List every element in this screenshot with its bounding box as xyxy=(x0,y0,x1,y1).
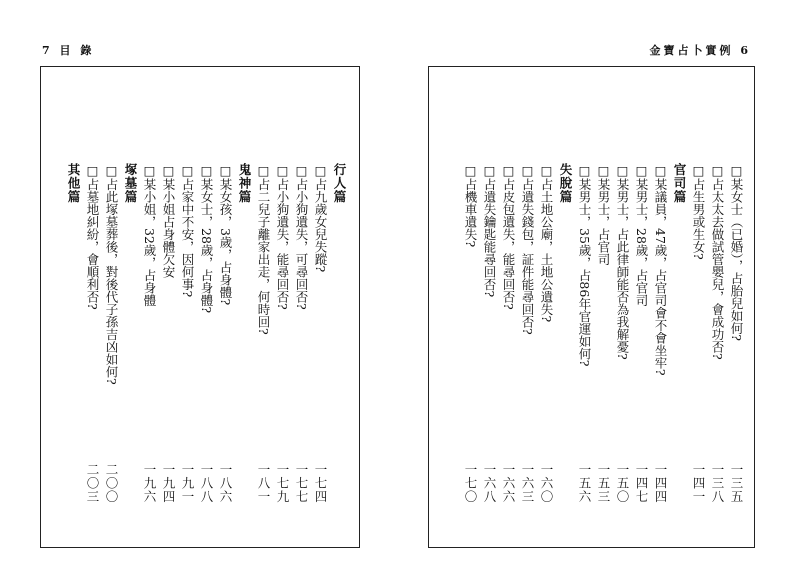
section-heading-text: 塚墓篇 xyxy=(123,163,138,204)
section-heading xyxy=(64,163,83,503)
toc-entry-page-number: 一七七 xyxy=(294,462,309,503)
toc-entry-page-number: 一四一 xyxy=(691,462,706,503)
section-heading-text: 官司篇 xyxy=(672,163,687,204)
page-header-right: 金寶占卜實例 6 xyxy=(649,44,751,57)
toc-entry-title: □占墓地糾紛，會順利否? xyxy=(85,163,100,310)
toc-entry-title: □某小姐占身體欠安 xyxy=(161,163,176,278)
toc-entry-title: □占皮包遺失，能尋回否? xyxy=(501,163,516,310)
toc-entry[interactable] xyxy=(311,163,330,503)
toc-entry-title: □某男士，占此律師能否為我解憂? xyxy=(615,163,630,360)
toc-entry-title: □占遺失錢包，証件能尋回否? xyxy=(520,163,535,335)
toc-entry-page-number: 一七〇 xyxy=(463,462,478,503)
toc-entry[interactable] xyxy=(461,163,480,503)
toc-entry-page-number: 一九六 xyxy=(142,462,157,503)
toc-entry-page-number: 一八六 xyxy=(218,462,233,503)
toc-entry[interactable] xyxy=(254,163,273,503)
toc-entry[interactable] xyxy=(594,163,613,503)
section-heading-text: 其他篇 xyxy=(66,163,81,204)
toc-entry[interactable] xyxy=(651,163,670,503)
section-heading-text: 失脫篇 xyxy=(558,163,573,204)
toc-entry[interactable] xyxy=(537,163,556,503)
toc-entry[interactable] xyxy=(708,163,727,503)
section-heading xyxy=(330,163,349,503)
toc-entry-page-number: 一三五 xyxy=(729,462,744,503)
toc-entry-title: □占太太去做試管嬰兒，會成功否? xyxy=(710,163,725,360)
right-toc xyxy=(461,163,746,503)
toc-entry[interactable] xyxy=(518,163,537,503)
toc-entry[interactable] xyxy=(499,163,518,503)
toc-entry[interactable] xyxy=(575,163,594,503)
toc-entry-page-number: 一七九 xyxy=(275,462,290,503)
toc-entry-page-number: 一五〇 xyxy=(615,462,630,503)
toc-entry-page-number: 一七四 xyxy=(313,462,328,503)
toc-entry-page-number: 一九四 xyxy=(161,462,176,503)
toc-entry-title: □某女士，28歲，占身體? xyxy=(199,163,214,314)
toc-entry-title: □占二兒子離家出走，何時回? xyxy=(256,163,271,335)
toc-entry-page-number: 一六〇 xyxy=(539,462,554,503)
left-page-frame xyxy=(40,66,360,548)
toc-entry-title: □占此塚墓葬後，對後代子孫吉凶如何? xyxy=(104,163,119,385)
toc-entry-title: □占土地公廟，土地公遺失? xyxy=(539,163,554,323)
section-heading xyxy=(235,163,254,503)
section-heading xyxy=(670,163,689,503)
toc-entry-title: □某男士，35歲，占86年官運如何? xyxy=(577,163,592,367)
toc-entry-page-number: 一八八 xyxy=(199,462,214,503)
toc-entry[interactable] xyxy=(83,163,102,503)
toc-entry[interactable] xyxy=(480,163,499,503)
toc-entry-title: □占遺失鑰匙能尋回否? xyxy=(482,163,497,298)
right-page-frame xyxy=(428,66,755,548)
toc-entry-title: □占生男或生女? xyxy=(691,163,706,260)
toc-entry-title: □占家中不安，因何事? xyxy=(180,163,195,298)
toc-entry[interactable] xyxy=(292,163,311,503)
toc-entry[interactable] xyxy=(102,163,121,503)
toc-entry-page-number: 一三八 xyxy=(710,462,725,503)
toc-entry-title: □占九歲女兒失蹤? xyxy=(313,163,328,273)
toc-entry-page-number: 二〇〇 xyxy=(104,462,119,503)
toc-entry-page-number: 一五三 xyxy=(596,462,611,503)
toc-entry-page-number: 二〇三 xyxy=(85,462,100,503)
left-toc xyxy=(64,163,349,503)
toc-entry-title: □某男士，占官司 xyxy=(596,163,611,266)
toc-entry[interactable] xyxy=(159,163,178,503)
toc-entry-title: □占小狗遺失，能尋回否? xyxy=(275,163,290,310)
toc-entry-title: □某女孩，3歲，占身體? xyxy=(218,163,233,306)
toc-entry-page-number: 一六六 xyxy=(501,462,516,503)
toc-entry-page-number: 一五六 xyxy=(577,462,592,503)
toc-entry[interactable] xyxy=(273,163,292,503)
toc-entry-page-number: 一六八 xyxy=(482,462,497,503)
toc-entry-title: □占機車遺失? xyxy=(463,163,478,248)
toc-entry[interactable] xyxy=(178,163,197,503)
page-header-left: 7 目 錄 xyxy=(42,44,95,57)
toc-entry[interactable] xyxy=(689,163,708,503)
section-heading xyxy=(121,163,140,503)
toc-entry-page-number: 一四四 xyxy=(653,462,668,503)
toc-entry[interactable] xyxy=(727,163,746,503)
toc-entry-title: □某男士，28歲，占官司 xyxy=(634,163,649,307)
section-heading-text: 鬼神篇 xyxy=(237,163,252,204)
toc-entry-title: □占小狗遺失，可尋回否? xyxy=(294,163,309,310)
toc-entry[interactable] xyxy=(197,163,216,503)
toc-entry-title: □某女士（已婚），占胎兒如何? xyxy=(729,163,744,341)
toc-entry[interactable] xyxy=(140,163,159,503)
section-heading xyxy=(556,163,575,503)
toc-entry-page-number: 一四七 xyxy=(634,462,649,503)
section-heading-text: 行人篇 xyxy=(332,163,347,204)
toc-entry-title: □某議員，47歲，占官司會不會坐牢? xyxy=(653,163,668,376)
toc-entry[interactable] xyxy=(216,163,235,503)
toc-entry-page-number: 一八一 xyxy=(256,462,271,503)
toc-entry-page-number: 一九一 xyxy=(180,462,195,503)
toc-entry-title: □某小姐，32歲，占身體 xyxy=(142,163,157,307)
toc-entry[interactable] xyxy=(613,163,632,503)
toc-entry[interactable] xyxy=(632,163,651,503)
toc-entry-page-number: 一六三 xyxy=(520,462,535,503)
